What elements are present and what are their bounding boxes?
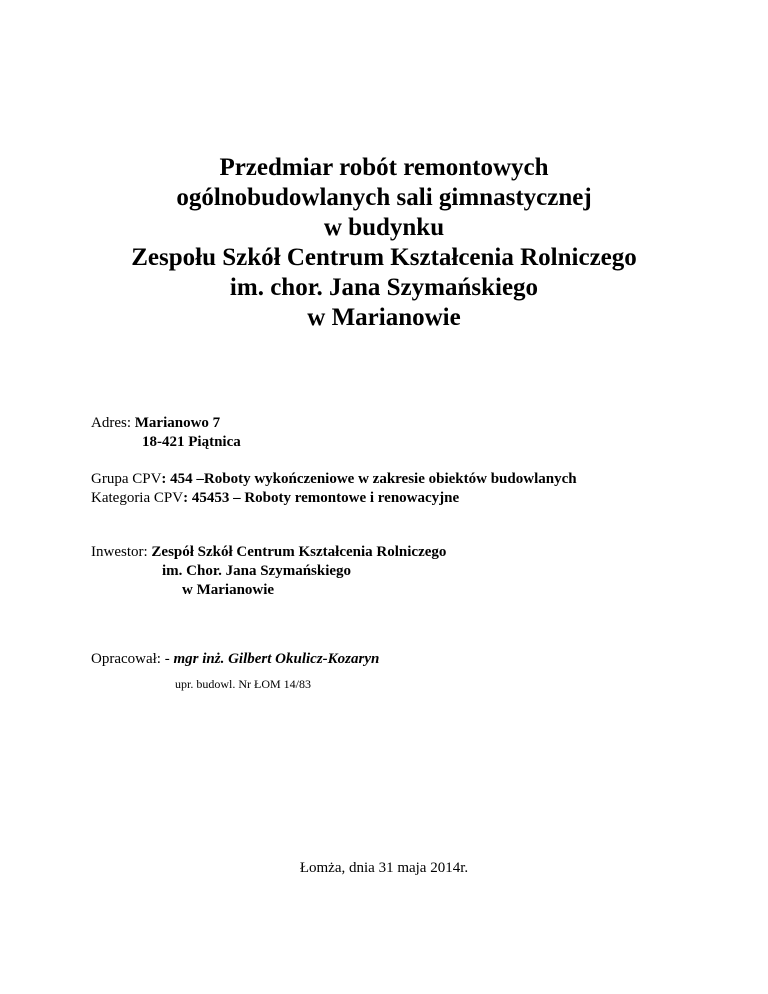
investor-line-2: im. Chor. Jana Szymańskiego: [162, 563, 352, 579]
address-block: [91, 414, 241, 452]
author-name: mgr inż. Gilbert Okulicz-Kozaryn: [173, 651, 380, 667]
cpv-category-value: : 45453 – Roboty remontowe i renowacyjne: [183, 490, 460, 506]
address-label: Adres:: [91, 415, 135, 431]
author-license: upr. budowl. Nr ŁOM 14/83: [175, 677, 311, 691]
title-line: w Marianowie: [307, 304, 461, 331]
author-block: [91, 650, 379, 669]
title-line: ogólnobudowlanych sali gimnastycznej: [176, 184, 592, 211]
investor-line-3: w Marianowie: [182, 582, 275, 598]
title-line: Zespołu Szkół Centrum Kształcenia Rolniczego: [131, 244, 637, 271]
investor-label: Inwestor:: [91, 544, 152, 560]
title-line: Przedmiar robót remontowych: [219, 154, 549, 181]
cpv-group-value: : 454 –Roboty wykończeniowe w zakresie obiektów budowlanych: [161, 471, 577, 487]
place-date: Łomża, dnia 31 maja 2014r.: [299, 860, 469, 876]
cpv-block: [91, 470, 577, 508]
document-title: [0, 153, 768, 333]
address-line-1: Marianowo 7: [134, 415, 221, 431]
author-label: Opracował: -: [91, 651, 174, 667]
cpv-group-label: Grupa CPV: [91, 471, 162, 487]
address-line-2: 18-421 Piątnica: [142, 434, 241, 450]
investor-line-1: Zespół Szkół Centrum Kształcenia Rolniczego: [151, 544, 447, 560]
investor-block: [91, 543, 446, 600]
cpv-category-label: Kategoria CPV: [91, 490, 184, 506]
title-line: w budynku: [323, 214, 445, 241]
title-line: im. chor. Jana Szymańskiego: [229, 274, 539, 301]
